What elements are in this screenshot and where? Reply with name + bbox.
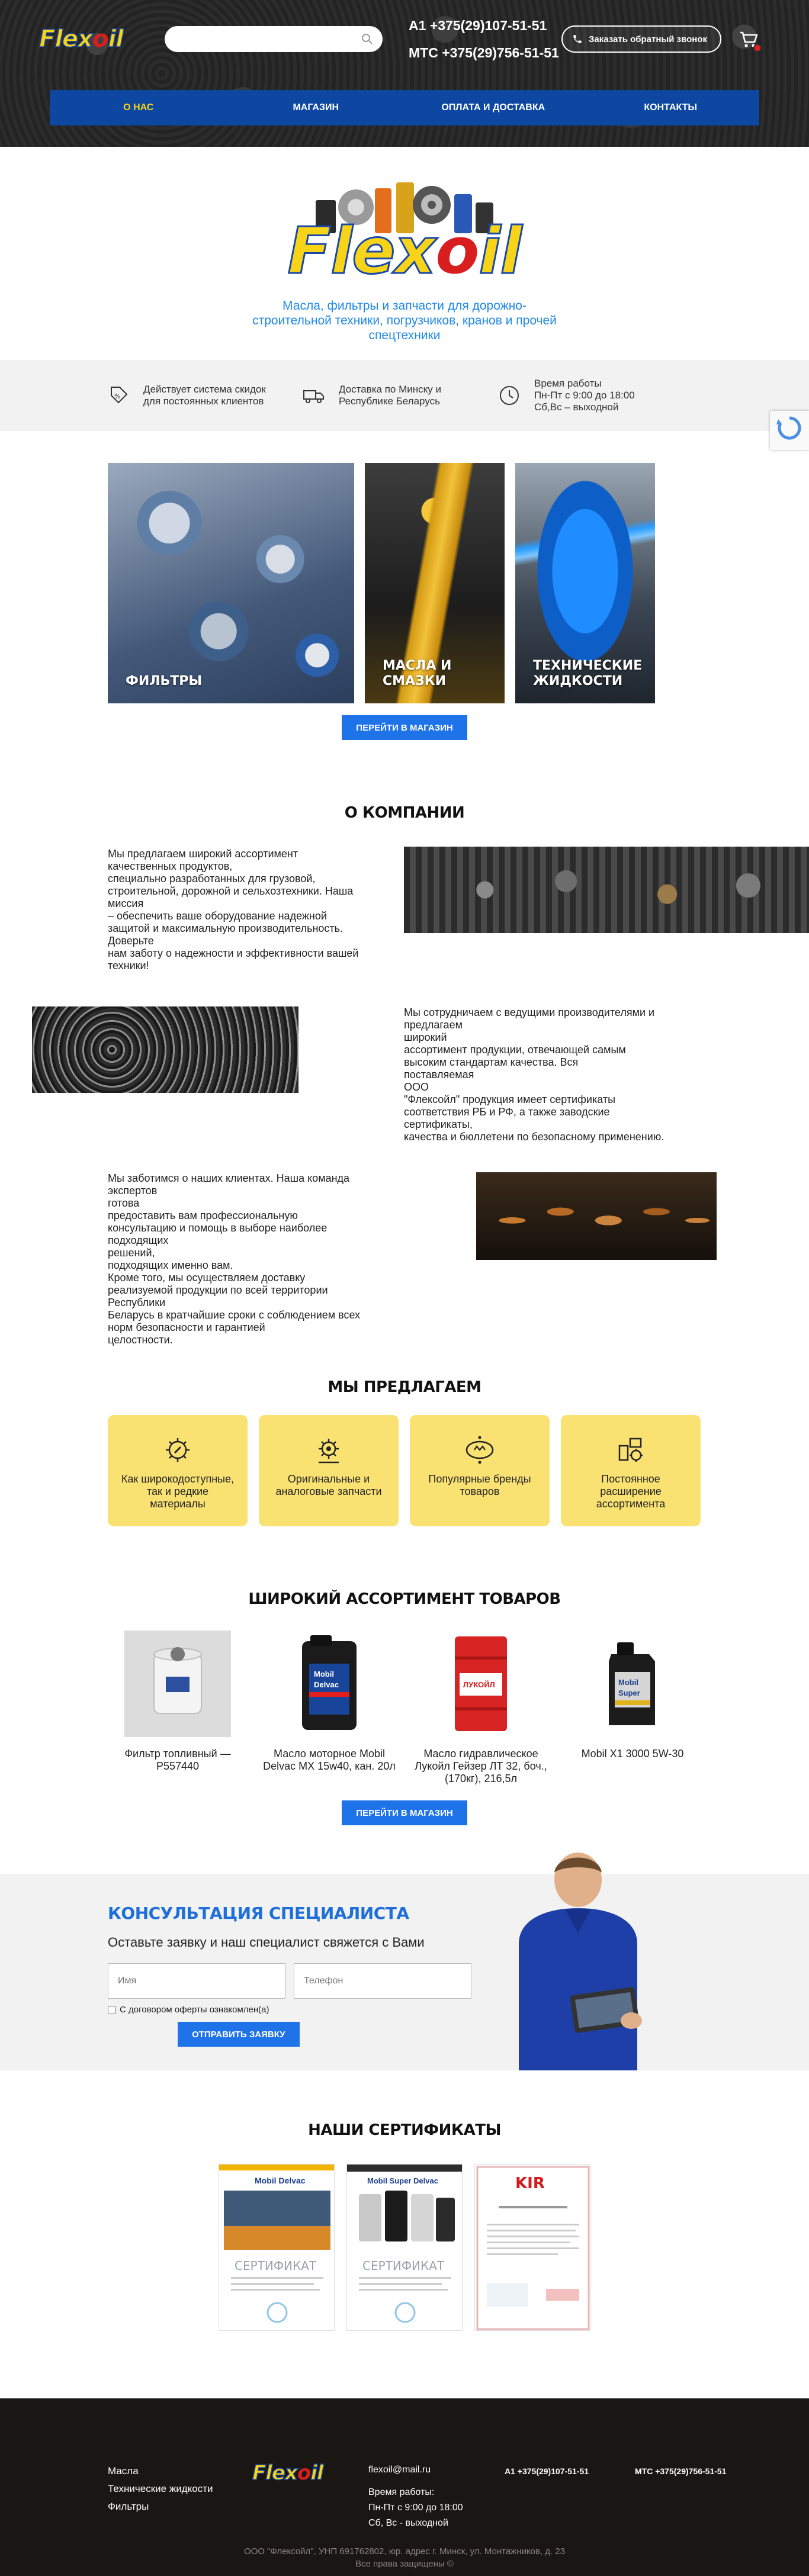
specialist-photo bbox=[495, 1843, 661, 2070]
oil-barrel-icon bbox=[428, 1630, 534, 1737]
offer-card-materials bbox=[108, 1415, 248, 1526]
footer-phone-a1-link[interactable]: A1 +375(29)107-51-51 bbox=[505, 2466, 589, 2476]
main-nav bbox=[50, 90, 759, 126]
product-card[interactable] bbox=[107, 1630, 248, 1785]
nav-contacts[interactable]: КОНТАКТЫ bbox=[644, 102, 698, 112]
consultation-fields bbox=[108, 1963, 499, 1999]
category-title: ФИЛЬТРЫ bbox=[126, 674, 203, 689]
submit-request-button[interactable]: ОТПРАВИТЬ ЗАЯВКУ bbox=[178, 2022, 300, 2047]
go-to-shop-button[interactable]: ПЕРЕЙТИ В МАГАЗИН bbox=[342, 1800, 467, 1825]
offer-card-text: Как широкодоступные, так и редкие материалы bbox=[121, 1473, 235, 1510]
bottle-label-line1: Mobil bbox=[618, 1678, 638, 1687]
offer-card-brands bbox=[410, 1415, 550, 1526]
category-tiles bbox=[108, 463, 701, 703]
products-title: ШИРОКИЙ АССОРТИМЕНТ ТОВАРОВ bbox=[248, 1590, 561, 1608]
barrel-label: ЛУКОЙЛ bbox=[463, 1680, 495, 1689]
footer-legal bbox=[0, 2545, 809, 2570]
about-block-1 bbox=[0, 847, 809, 1006]
certificate-brand: Mobil Super Delvac bbox=[367, 2176, 438, 2185]
product-name: Масло моторное Mobil Delvac MX 15w40, кан. 20л bbox=[263, 1748, 396, 1772]
pistons-photo bbox=[476, 1172, 717, 1260]
expansion-icon bbox=[614, 1433, 648, 1467]
certificate-brand: KIR bbox=[515, 2175, 545, 2192]
delivery-truck-icon bbox=[302, 384, 326, 407]
products-button-wrap bbox=[0, 1800, 809, 1825]
product-name: Фильтр топливный — P557440 bbox=[124, 1748, 231, 1772]
hero-logo bbox=[268, 176, 541, 295]
category-title: МАСЛА И СМАЗКИ bbox=[383, 658, 452, 689]
offer-card-text: Оригинальные и аналоговые запчасти bbox=[275, 1473, 382, 1497]
chain-photo bbox=[32, 1006, 298, 1093]
phone-a1[interactable]: A1 +375(29)107-51-51 bbox=[409, 18, 547, 33]
about-title: О КОМПАНИИ bbox=[344, 804, 465, 822]
name-input[interactable] bbox=[108, 1963, 285, 1999]
feature-delivery bbox=[302, 384, 497, 407]
feature-discount-text: Действует система скидок для постоянных клиентов bbox=[143, 384, 266, 407]
search-input[interactable] bbox=[165, 26, 383, 52]
feature-delivery-text: Доставка по Минску и Республике Беларусь bbox=[339, 384, 442, 407]
certificate-card[interactable] bbox=[219, 2164, 335, 2331]
product-image bbox=[124, 1630, 231, 1737]
oil-bottle-icon bbox=[579, 1630, 686, 1737]
callback-button[interactable] bbox=[561, 25, 721, 53]
footer-phone-mts-link[interactable]: МТС +375(29)756-51-51 bbox=[635, 2466, 727, 2476]
cart-badge bbox=[753, 44, 762, 52]
product-image bbox=[276, 1630, 383, 1737]
product-card[interactable] bbox=[410, 1630, 551, 1785]
product-name: Масло гидравлическое Лукойл Гейзер ЛТ 32, боч., (170кг), 216,5л bbox=[415, 1748, 547, 1784]
consultation-title: КОНСУЛЬТАЦИЯ СПЕЦИАЛИСТА bbox=[108, 1903, 409, 1923]
offer-title: МЫ ПРЕДЛАГАЕМ bbox=[328, 1378, 481, 1396]
recaptcha-badge[interactable] bbox=[770, 411, 809, 450]
product-card[interactable] bbox=[562, 1630, 703, 1785]
search-box bbox=[165, 26, 383, 52]
hero-logo-text: Flexoil bbox=[287, 214, 522, 288]
offer-card-text: Популярные бренды товаров bbox=[428, 1473, 531, 1497]
phone-input[interactable] bbox=[294, 1963, 471, 1999]
certificate-list bbox=[215, 2164, 594, 2331]
offer-agreement[interactable] bbox=[108, 2005, 499, 2015]
shop-button-wrap bbox=[0, 715, 809, 740]
footer-phone-a1 bbox=[505, 2462, 589, 2480]
oil-canister-icon bbox=[276, 1630, 383, 1737]
canister-label-line1: Mobil bbox=[314, 1670, 334, 1678]
recaptcha-icon bbox=[770, 411, 809, 450]
footer-email[interactable]: flexoil@mail.ru bbox=[368, 2465, 431, 2475]
gear-parts-icon bbox=[312, 1433, 346, 1467]
header-logo[interactable] bbox=[39, 22, 145, 56]
footer-links bbox=[108, 2462, 213, 2516]
header-top bbox=[0, 0, 809, 78]
go-to-shop-button[interactable]: ПЕРЕЙТИ В МАГАЗИН bbox=[342, 715, 467, 740]
wrench-gear-icon bbox=[160, 1433, 195, 1467]
phone-mts[interactable]: МТС +375(29)756-51-51 bbox=[409, 45, 559, 60]
hero bbox=[0, 147, 809, 360]
agree-checkbox[interactable] bbox=[108, 2006, 116, 2014]
certificates-title: НАШИ СЕРТИФИКАТЫ bbox=[308, 2121, 501, 2139]
product-card[interactable] bbox=[259, 1630, 400, 1785]
certificate-card[interactable] bbox=[474, 2164, 590, 2331]
footer-link-filters[interactable]: Фильтры bbox=[108, 2501, 149, 2512]
consultation-subtitle: Оставьте заявку и наш специалист свяжется с Вами bbox=[108, 1935, 425, 1950]
offer-cards bbox=[108, 1415, 701, 1526]
certificate-kir bbox=[475, 2165, 590, 2331]
footer-contacts bbox=[368, 2462, 463, 2531]
about-text-2: Мы сотрудничаем с ведущими производителями и предлагаем широкий ассортимент продукции, отвечающей самым высоким стандартам качества. Вся поставляемая ООО "Флексойл" продукция имеет сертификаты соответствия РБ и РФ, а также заводские сертификаты, качества и бюллетени по безопасному применению. bbox=[404, 1006, 664, 1143]
offer-card-text: Постоянное расширение ассортимента bbox=[596, 1473, 666, 1510]
canister-label-line2: Delvac bbox=[314, 1680, 339, 1689]
consultation-section bbox=[0, 1874, 809, 2070]
footer-hours: Время работы: Пн-Пт с 9:00 до 18:00 Сб, Вс - выходной bbox=[368, 2487, 463, 2528]
about-text-3: Мы заботимся о наших клиентах. Наша команда экспертов готова предоставить вам профессиональную консультацию и помощь в выборе наиболее подходящих решений, подходящих именно вам. Кроме того, мы осуществляем доставку реализуемой продукции по всей территории Республики Беларусь в кратчайшие сроки с соблюдением всех норм безопасности и гарантией целостности. bbox=[108, 1172, 361, 1346]
category-title: ТЕХНИЧЕСКИЕ ЖИДКОСТИ bbox=[533, 658, 643, 689]
product-image bbox=[579, 1630, 686, 1737]
clock-icon bbox=[497, 384, 521, 407]
header-phones bbox=[409, 12, 559, 66]
footer-legal-line: ООО "Флексойл", УНП 691762802, юр. адрес г. Минск, ул. Монтажников, д. 23 bbox=[243, 2546, 566, 2556]
category-filters[interactable] bbox=[108, 463, 354, 703]
fuel-filter-icon bbox=[124, 1630, 231, 1737]
engine-photo bbox=[404, 847, 809, 933]
footer-phone-mts bbox=[635, 2462, 726, 2480]
offer-card-expansion bbox=[561, 1415, 701, 1526]
category-oils[interactable] bbox=[365, 463, 505, 703]
certificate-caption: СЕРТИФИКАТ bbox=[362, 2259, 445, 2273]
product-list bbox=[107, 1630, 702, 1785]
header-logo-text: Flexoil bbox=[39, 25, 123, 53]
feature-hours bbox=[497, 378, 693, 413]
feature-hours-text: Время работы Пн-Пт с 9:00 до 18:00 Сб,Вс – выходной bbox=[534, 378, 635, 413]
certificate-brand: Mobil Delvac bbox=[255, 2176, 306, 2185]
consultation-form bbox=[108, 1903, 499, 2047]
bottle-label-line2: Super bbox=[618, 1689, 640, 1697]
certificate-caption: СЕРТИФИКАТ bbox=[235, 2259, 317, 2273]
product-name: Mobil X1 3000 5W-30 bbox=[581, 1748, 684, 1760]
callback-label: Заказать обратный звонок bbox=[588, 34, 707, 44]
product-image bbox=[428, 1630, 534, 1737]
footer-link-oils[interactable]: Масла bbox=[108, 2465, 139, 2477]
brand-badge-icon bbox=[463, 1433, 497, 1467]
search-icon[interactable] bbox=[361, 33, 373, 45]
nav-payment-delivery[interactable]: ОПЛАТА И ДОСТАВКА bbox=[441, 102, 545, 112]
category-fluids[interactable] bbox=[515, 463, 655, 703]
about-text-1: Мы предлагаем широкий ассортимент качественных продуктов, специально разработанных для грузовой, строительной, дорожной и сельхозтехники. Наша миссия – обеспечить ваше оборудование надежной защитой и максимальную производительность. Доверьте нам заботу о надежности и эффективности вашей техники! bbox=[108, 848, 359, 972]
about-block-3 bbox=[0, 1172, 809, 1368]
footer-logo[interactable] bbox=[252, 2461, 323, 2485]
nav-shop[interactable]: МАГАЗИН bbox=[293, 102, 339, 112]
offer-card-parts bbox=[259, 1415, 399, 1526]
svg-text:%: % bbox=[114, 393, 121, 400]
footer-link-fluids[interactable]: Технические жидкости bbox=[108, 2483, 213, 2494]
feature-discount bbox=[107, 384, 302, 407]
certificate-mobil-super bbox=[347, 2165, 463, 2331]
about-block-2 bbox=[0, 1006, 809, 1172]
certificate-card[interactable] bbox=[346, 2164, 463, 2331]
footer-rights-line: Все права защищены © bbox=[355, 2559, 454, 2569]
header bbox=[0, 0, 809, 147]
discount-tag-icon bbox=[107, 384, 130, 407]
footer bbox=[0, 2398, 809, 2576]
certificate-mobil-delvac bbox=[219, 2165, 335, 2331]
cart-button[interactable] bbox=[737, 27, 760, 51]
features-strip bbox=[0, 360, 809, 431]
agree-label: С договором оферты ознакомлен(а) bbox=[120, 2005, 269, 2015]
hero-subtitle: Масла, фильтры и запчасти для дорожно-строительной техники, погрузчиков, кранов и прочей спецтехники bbox=[252, 299, 557, 342]
phone-icon bbox=[572, 34, 583, 44]
footer-logo-text: Flexoil bbox=[252, 2461, 323, 2485]
nav-about[interactable]: О НАС bbox=[123, 102, 154, 112]
